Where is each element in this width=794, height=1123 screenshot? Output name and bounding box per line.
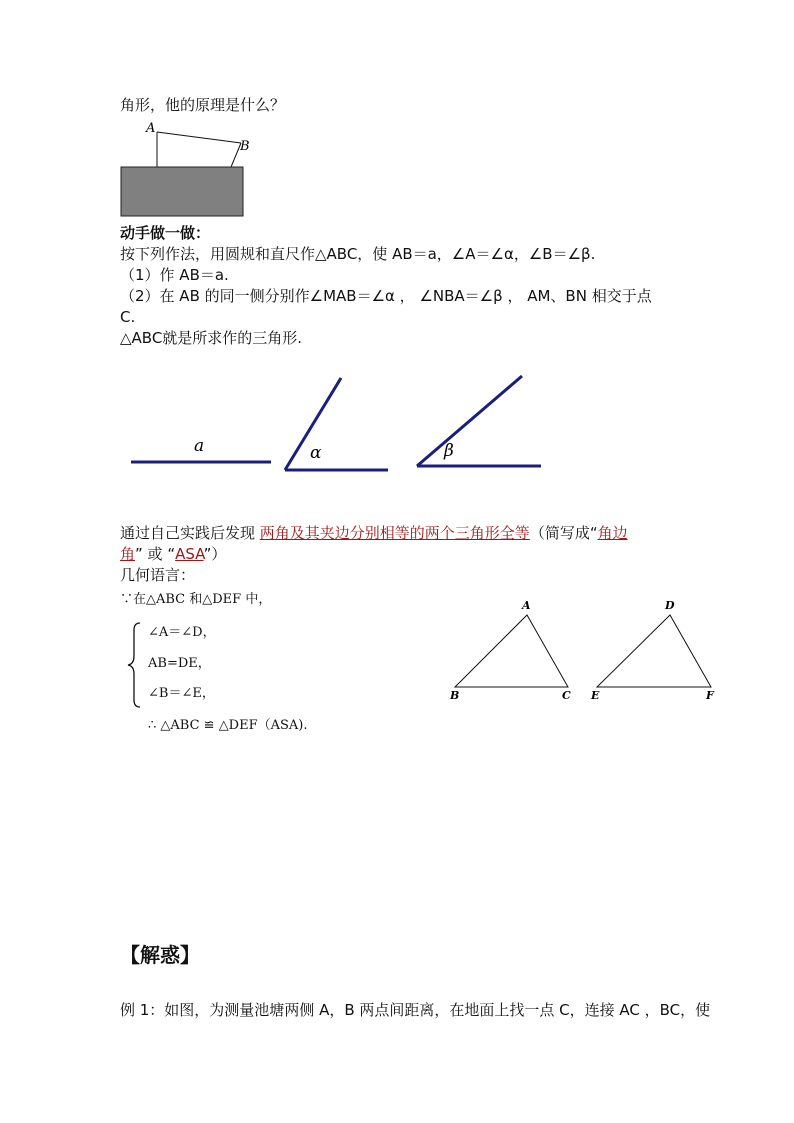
discovery-prefix: 通过自己实践后发现: [120, 524, 256, 542]
vertex-c-label: C: [562, 689, 571, 702]
vertex-f-label: F: [706, 689, 714, 702]
angle-alpha-label: α: [310, 443, 322, 463]
asa-statement-link[interactable]: 两角及其夹边分别相等的两个三角形全等: [259, 524, 530, 542]
board-top-edge: [157, 132, 241, 143]
condition-3: ∠B＝∠E，: [148, 686, 215, 701]
triangles-figure: [440, 595, 730, 710]
brace-icon: [124, 620, 144, 710]
angle-beta-label: β: [444, 441, 454, 461]
condition-2: AB=DE，: [148, 656, 211, 671]
asa-link[interactable]: ASA: [175, 545, 204, 563]
point-a-label: A: [146, 121, 156, 136]
activity-line-1: 按下列作法，用圆规和直尺作△ABC，使 AB＝a，∠A＝∠α，∠B＝∠β.: [120, 245, 596, 263]
angle-side-link[interactable]: 角边: [597, 524, 628, 542]
discovery-mid-2: ” 或 “: [135, 545, 176, 563]
activity-heading: 动手做一做：: [120, 224, 211, 242]
vertex-d-label: D: [665, 599, 675, 612]
activity-step-1: （1）作 AB＝a.: [120, 266, 229, 284]
section-title: 【解惑】: [120, 943, 200, 967]
shaded-block: [121, 167, 243, 216]
angles-figure: [120, 370, 560, 480]
example-1: 例 1：如图，为测量池塘两侧 A，B 两点间距离，在地面上找一点 C，连接 AC ，BC，使: [120, 1001, 711, 1019]
discovery-suffix: ”）: [203, 545, 227, 563]
activity-conclusion: △ABC就是所求作的三角形.: [120, 329, 303, 347]
angle-side-link-cont[interactable]: 角: [120, 545, 136, 563]
vertex-a-label: A: [522, 599, 531, 612]
geo-heading: 几何语言：: [120, 566, 196, 584]
board-figure: [110, 112, 260, 220]
triangle-def: [597, 615, 711, 687]
triangle-abc: [455, 615, 568, 687]
vertex-b-label: B: [450, 689, 460, 702]
activity-step-2: （2）在 AB 的同一侧分别作∠MAB＝∠α ， ∠NBA＝∠β ， AM、BN 相交于点: [120, 287, 652, 305]
discovery-line-2: [120, 545, 226, 563]
point-b-label: B: [240, 139, 250, 154]
activity-step-2-cont: C.: [120, 308, 136, 326]
condition-1: ∠A＝∠D，: [148, 625, 216, 640]
geo-therefore: ∴ △ABC ≌ △DEF（ASA).: [148, 718, 308, 733]
geo-since: ∵在△ABC 和△DEF 中，: [120, 592, 272, 607]
vertex-e-label: E: [591, 689, 600, 702]
discovery-line: [120, 524, 628, 542]
discovery-mid: （简写成“: [529, 524, 598, 542]
angle-beta-arm: [417, 376, 522, 466]
segment-a-label: a: [194, 436, 205, 456]
intro-line: 角形，他的原理是什么？: [120, 96, 286, 114]
